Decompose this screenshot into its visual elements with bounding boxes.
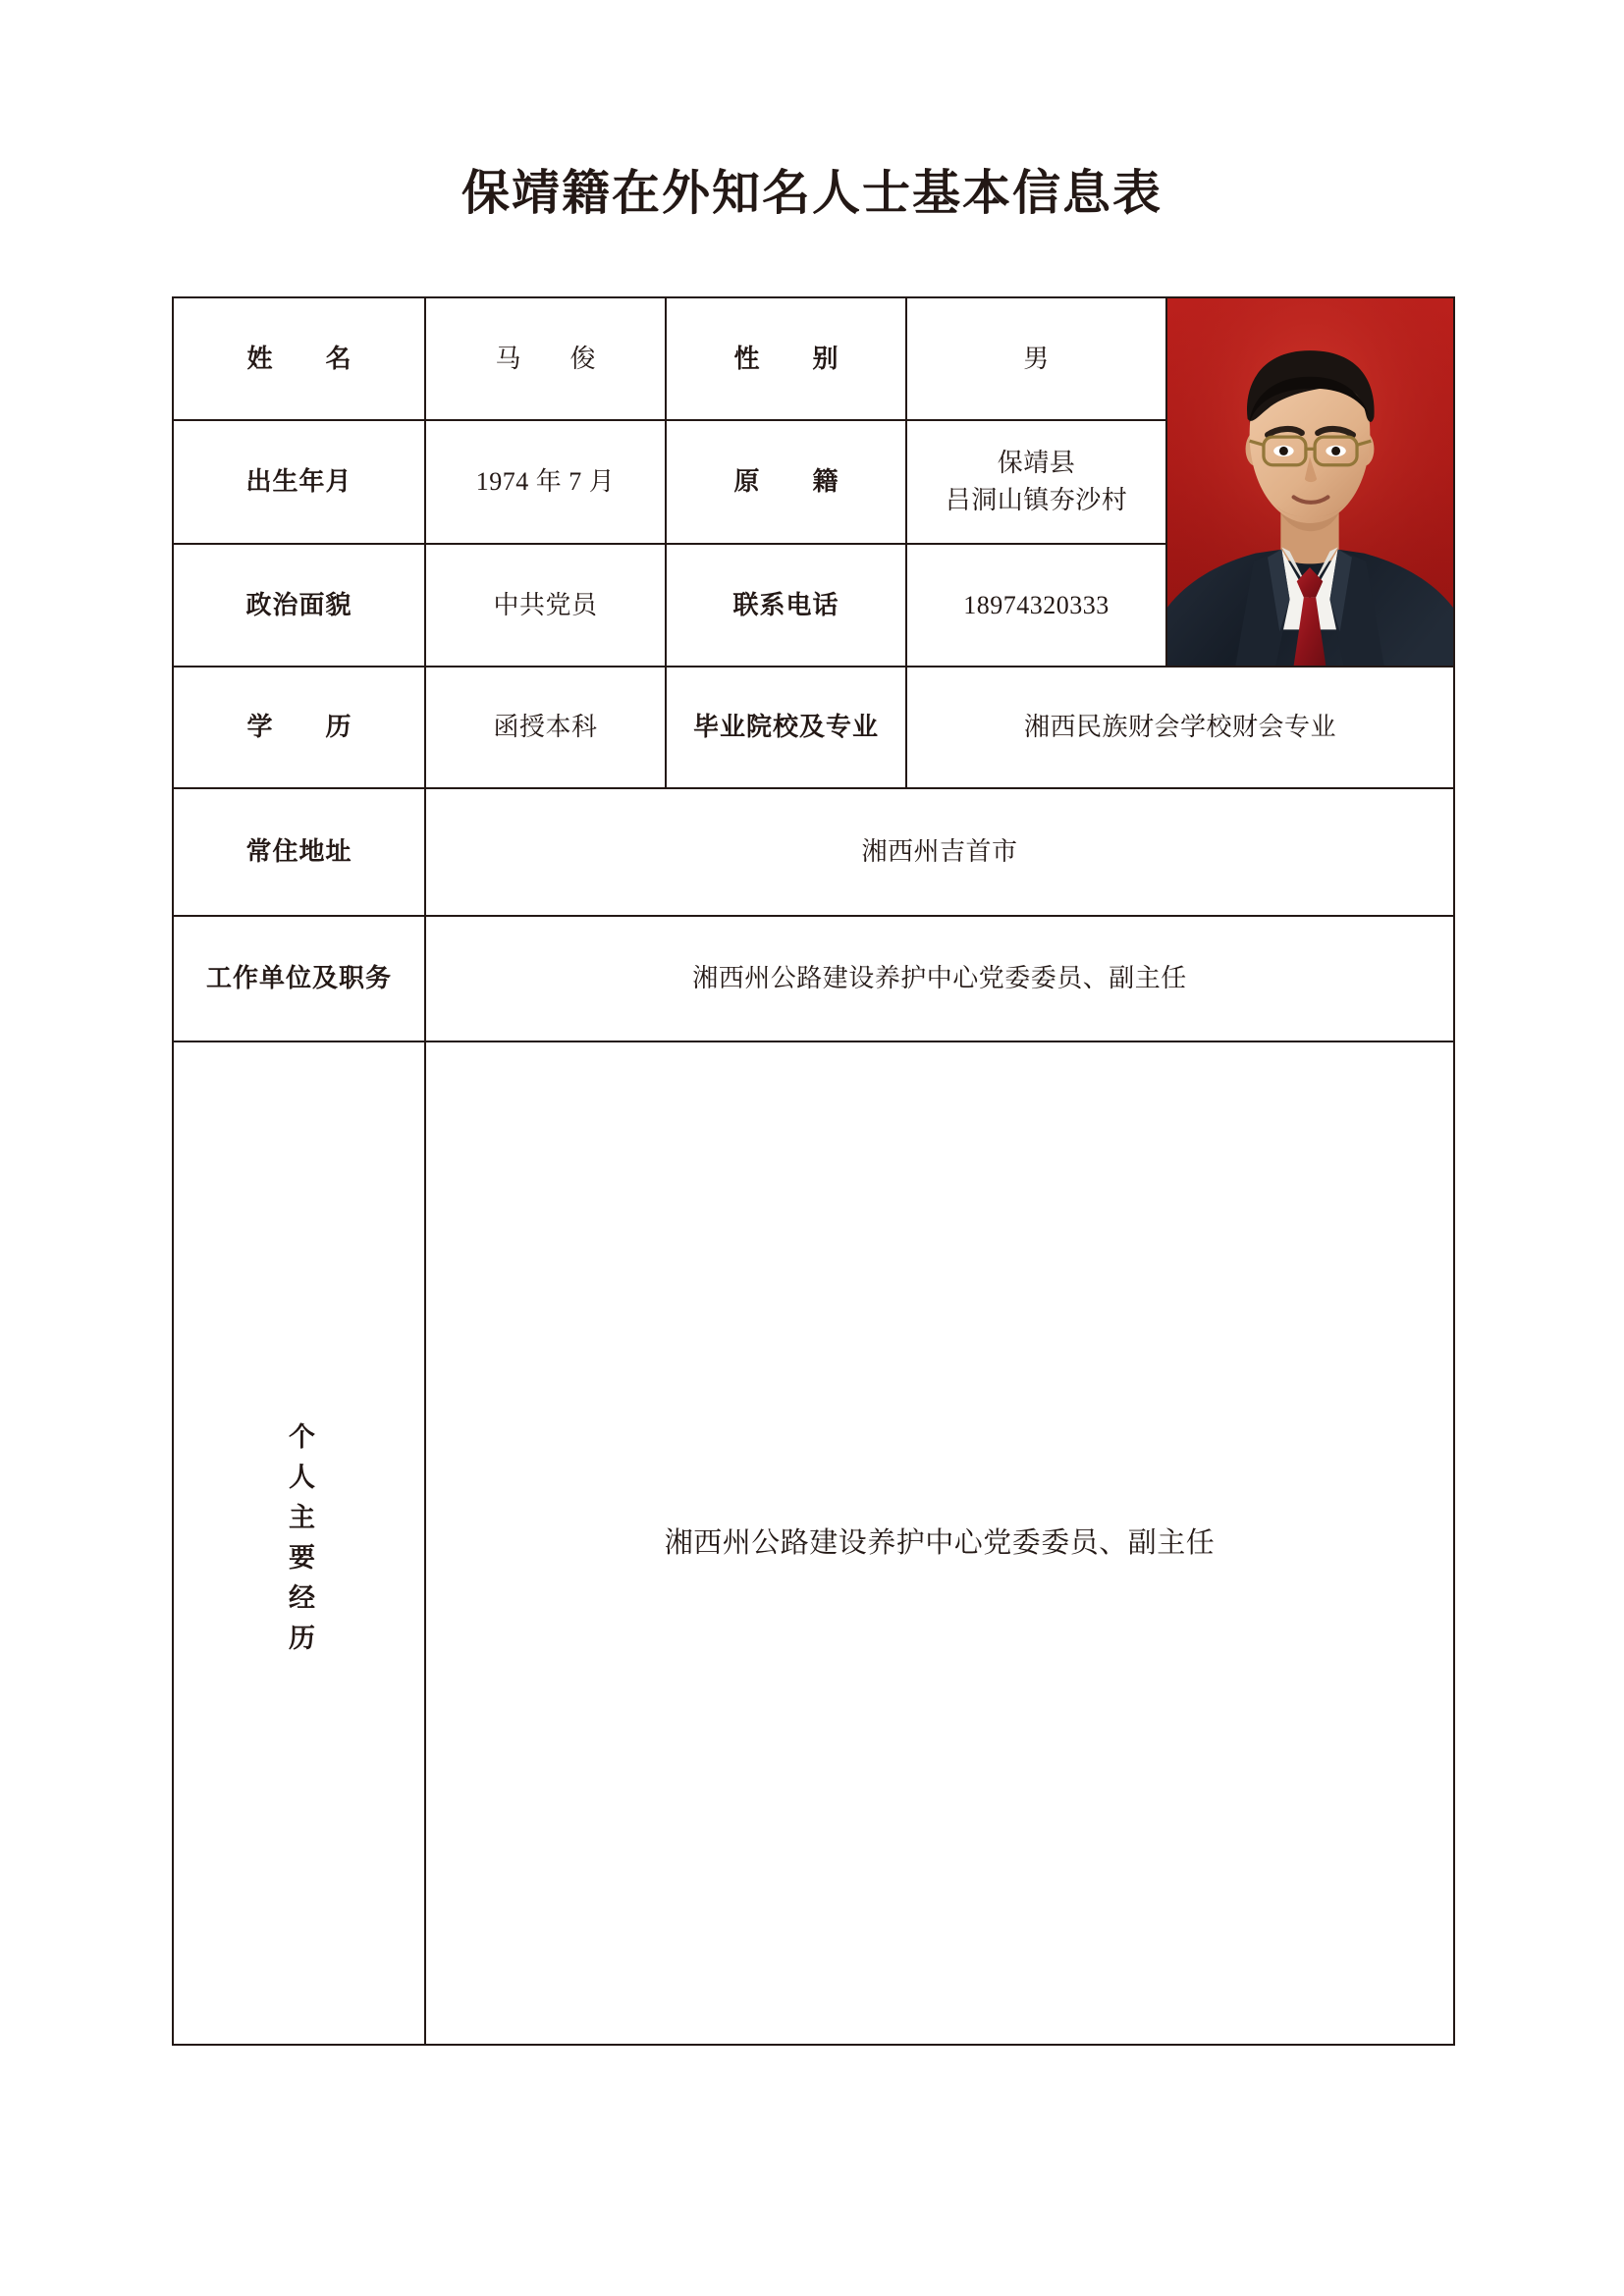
portrait-photo (1167, 298, 1453, 666)
cell-origin-value (906, 420, 1166, 543)
cell-phone-value: 18974320333 (906, 544, 1166, 667)
experience-label-wrap (174, 1042, 424, 2044)
cell-gender-label: 性 别 (666, 297, 906, 420)
cell-political-value: 中共党员 (425, 544, 666, 667)
experience-label-text: 个人主要经历 (285, 1422, 314, 1665)
cell-experience-value (425, 1041, 1454, 2045)
experience-text: 湘西州公路建设养护中心党委委员、副主任 (664, 1527, 1216, 1560)
cell-name-value: 马 俊 (425, 297, 666, 420)
table-row-name (173, 297, 1454, 420)
cell-school-label: 毕业院校及专业 (666, 667, 906, 788)
cell-education-value: 函授本科 (425, 667, 666, 788)
table-row-address (173, 788, 1454, 916)
table-row-work (173, 916, 1454, 1041)
cell-school-value: 湘西民族财会学校财会专业 (906, 667, 1454, 788)
cell-gender-value: 男 (906, 297, 1166, 420)
cell-birth-label: 出生年月 (173, 420, 425, 543)
cell-work-label: 工作单位及职务 (173, 916, 425, 1041)
cell-experience-label (173, 1041, 425, 2045)
person-info-table (172, 296, 1455, 2046)
cell-education-label: 学 历 (173, 667, 425, 788)
page-title: 保靖籍在外知名人士基本信息表 (460, 166, 1163, 220)
cell-address-value: 湘西州吉首市 (425, 788, 1454, 916)
table-row-experience (173, 1041, 1454, 2045)
cell-name-label: 姓 名 (173, 297, 425, 420)
portrait-photo-graphic (1167, 298, 1453, 666)
cell-origin-label: 原 籍 (666, 420, 906, 543)
cell-work-value: 湘西州公路建设养护中心党委委员、副主任 (425, 916, 1454, 1041)
cell-address-label: 常住地址 (173, 788, 425, 916)
origin-line-2: 吕洞山镇夯沙村 (945, 486, 1128, 515)
cell-phone-label: 联系电话 (666, 544, 906, 667)
table-row-education (173, 667, 1454, 788)
cell-birth-value: 1974 年 7 月 (425, 420, 666, 543)
origin-line-1: 保靖县 (997, 449, 1076, 478)
cell-political-label: 政治面貌 (173, 544, 425, 667)
cell-photo (1166, 297, 1454, 667)
